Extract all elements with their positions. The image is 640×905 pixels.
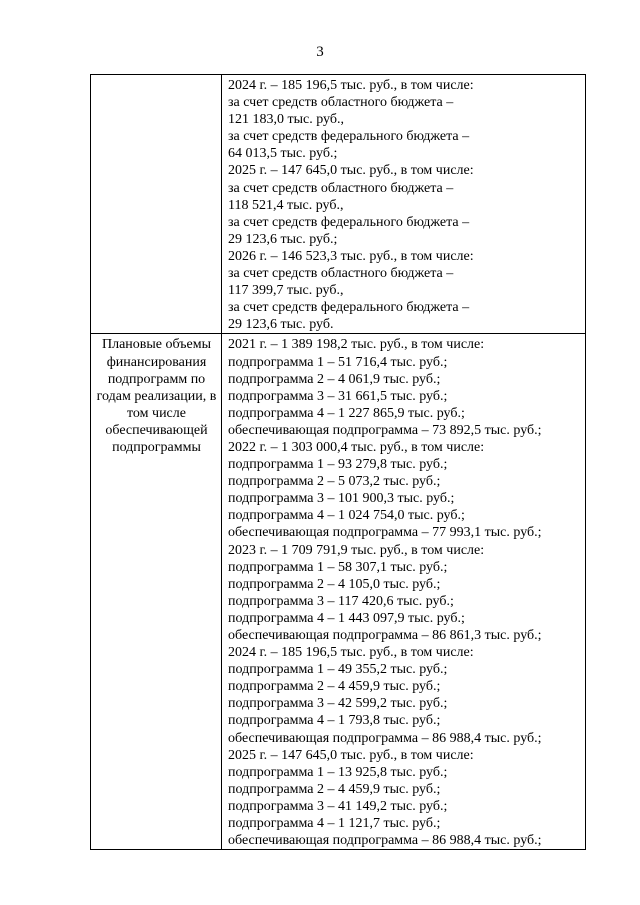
- funding-table: [90, 74, 586, 850]
- text-line: обеспечивающая подпрограмма – 86 988,4 тыс. руб.;: [228, 730, 542, 746]
- text-line: 2024 г. – 185 196,5 тыс. руб., в том числе:: [228, 78, 474, 93]
- text-line: подпрограмма 3 – 41 149,2 тыс. руб.;: [228, 798, 448, 814]
- text-line: подпрограмма 3 – 31 661,5 тыс. руб.;: [228, 388, 448, 404]
- text-line: подпрограмма 1 – 51 716,4 тыс. руб.;: [228, 354, 448, 370]
- text-line: 2025 г. – 147 645,0 тыс. руб., в том числе:: [228, 163, 474, 179]
- row-label-cell: [91, 75, 222, 334]
- text-line: за счет средств федерального бюджета –: [228, 300, 470, 316]
- row-label: Плановые объемы финансирования подпрограмм по годам реализации, в том числе обеспечивающей подпрограммы: [96, 337, 217, 455]
- text-line: подпрограмма 3 – 101 900,3 тыс. руб.;: [228, 491, 455, 507]
- text-line: подпрограмма 4 – 1 227 865,9 тыс. руб.;: [228, 405, 465, 421]
- row-values-cell: [222, 75, 586, 334]
- text-line: за счет средств областного бюджета –: [228, 266, 454, 282]
- text-line: подпрограмма 1 – 58 307,1 тыс. руб.;: [228, 559, 448, 575]
- text-line: подпрограмма 2 – 4 061,9 тыс. руб.;: [228, 371, 441, 387]
- text-line: подпрограмма 3 – 42 599,2 тыс. руб.;: [228, 696, 448, 712]
- page-number: 3: [316, 44, 324, 60]
- text-line: обеспечивающая подпрограмма – 73 892,5 тыс. руб.;: [228, 422, 542, 438]
- text-line: подпрограмма 2 – 4 105,0 тыс. руб.;: [228, 576, 441, 592]
- table-row: [91, 334, 586, 850]
- text-line: подпрограмма 4 – 1 121,7 тыс. руб.;: [228, 816, 441, 832]
- text-line: 2026 г. – 146 523,3 тыс. руб., в том числе:: [228, 248, 474, 264]
- row-label-cell: [91, 334, 222, 850]
- text-line: 64 013,5 тыс. руб.;: [228, 146, 338, 162]
- text-line: 2022 г. – 1 303 000,4 тыс. руб., в том числе:: [228, 439, 485, 455]
- text-line: подпрограмма 1 – 49 355,2 тыс. руб.;: [228, 662, 448, 678]
- text-line: 117 399,7 тыс. руб.,: [228, 283, 344, 299]
- text-line: подпрограмма 1 – 93 279,8 тыс. руб.;: [228, 457, 448, 473]
- text-line: подпрограмма 2 – 4 459,9 тыс. руб.;: [228, 679, 441, 695]
- text-line: подпрограмма 4 – 1 443 097,9 тыс. руб.;: [228, 610, 465, 626]
- text-line: 2023 г. – 1 709 791,9 тыс. руб., в том числе:: [228, 542, 485, 558]
- text-line: подпрограмма 2 – 5 073,2 тыс. руб.;: [228, 474, 441, 490]
- text-line: 2024 г. – 185 196,5 тыс. руб., в том числе:: [228, 645, 474, 661]
- table-row: [91, 75, 586, 334]
- text-line: 121 183,0 тыс. руб.,: [228, 112, 344, 128]
- text-line: подпрограмма 3 – 117 420,6 тыс. руб.;: [228, 593, 454, 609]
- text-line: за счет средств областного бюджета –: [228, 95, 454, 111]
- text-line: обеспечивающая подпрограмма – 77 993,1 тыс. руб.;: [228, 525, 542, 541]
- text-line: подпрограмма 2 – 4 459,9 тыс. руб.;: [228, 781, 441, 797]
- text-line: за счет средств областного бюджета –: [228, 180, 454, 196]
- text-line: за счет средств федерального бюджета –: [228, 214, 470, 230]
- text-line: обеспечивающая подпрограмма – 86 988,4 тыс. руб.;: [228, 833, 542, 849]
- text-line: обеспечивающая подпрограмма – 86 861,3 тыс. руб.;: [228, 628, 542, 643]
- row-values-cell: [222, 334, 586, 850]
- text-line: 29 123,6 тыс. руб.;: [228, 231, 338, 247]
- text-line: 2025 г. – 147 645,0 тыс. руб., в том числе:: [228, 747, 474, 763]
- text-line: подпрограмма 4 – 1 793,8 тыс. руб.;: [228, 713, 441, 729]
- text-line: 118 521,4 тыс. руб.,: [228, 197, 344, 213]
- text-line: за счет средств федерального бюджета –: [228, 129, 470, 145]
- text-line: 2021 г. – 1 389 198,2 тыс. руб., в том числе:: [228, 337, 485, 353]
- text-line: 29 123,6 тыс. руб.: [228, 317, 334, 333]
- text-line: подпрограмма 4 – 1 024 754,0 тыс. руб.;: [228, 508, 465, 524]
- text-line: подпрограмма 1 – 13 925,8 тыс. руб.;: [228, 764, 448, 780]
